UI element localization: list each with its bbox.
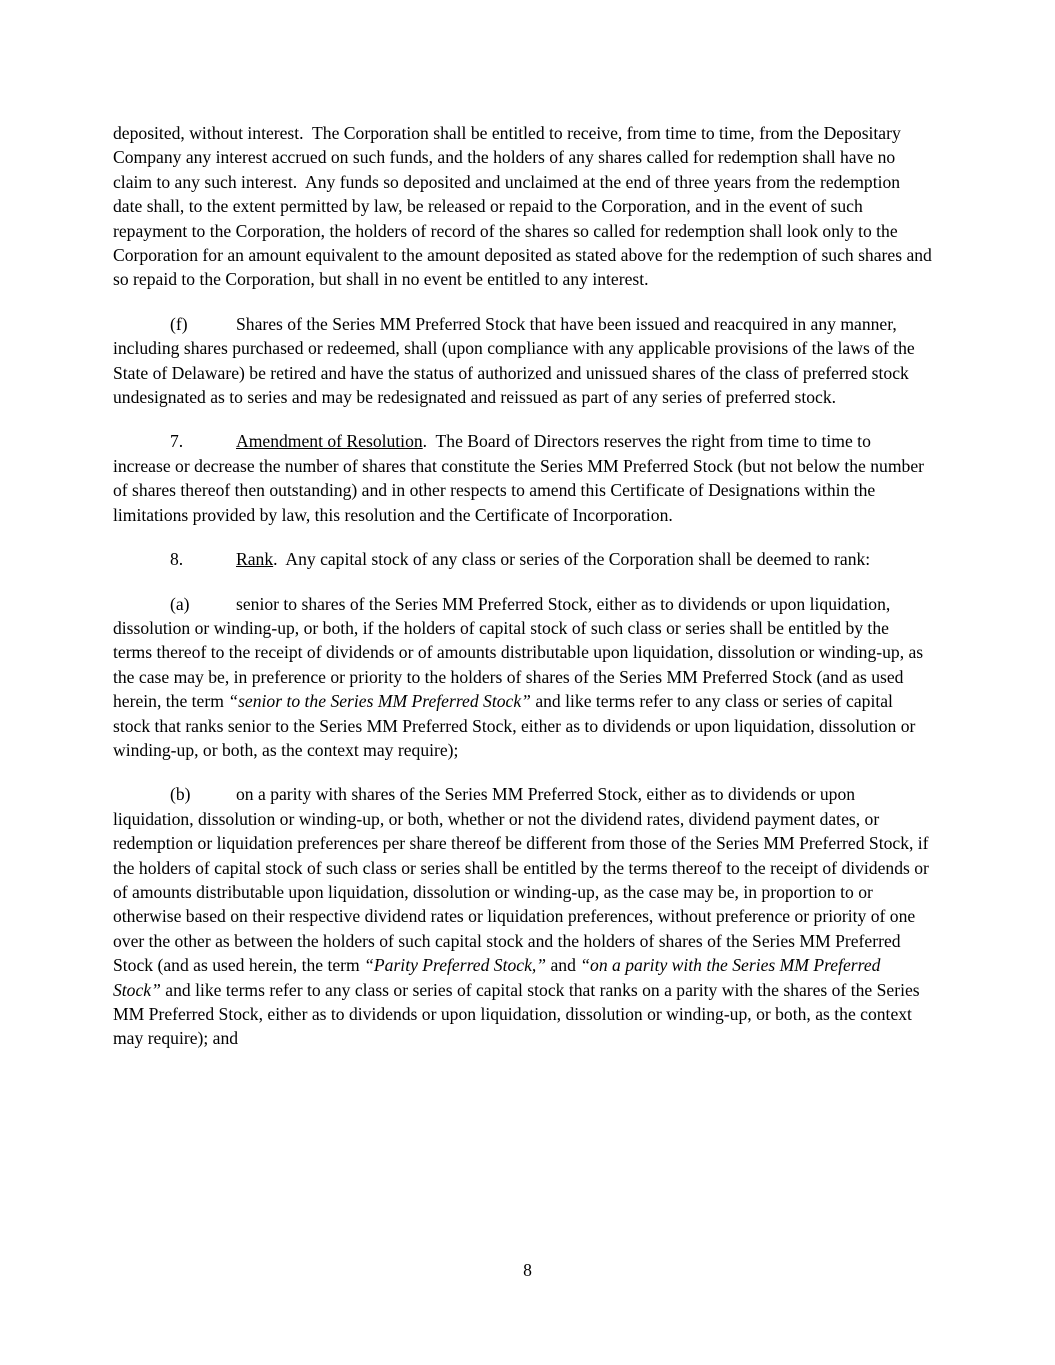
document-body — [113, 121, 937, 1071]
text-run: and like terms refer to any class or series of capital stock that ranks senior to the Series MM Preferred Stock, either as to dividends or upon liquidation, dissolution or winding-up, or both, as the context may require); — [113, 691, 920, 760]
defined-term: “Parity Preferred Stock,” — [364, 955, 547, 976]
paragraph-label: (f) — [170, 313, 188, 334]
paragraph-label: (b) — [170, 784, 191, 805]
defined-term: “on a parity with the Series MM Preferred Stock” — [113, 955, 885, 1000]
paragraph-continuation — [113, 121, 937, 292]
text-run: . Any capital stock of any class or series of the Corporation shall be deemed to rank: — [273, 549, 871, 570]
defined-term: “senior to the Series MM Preferred Stock” — [228, 691, 531, 712]
text-run: deposited, without interest. The Corporation shall be entitled to receive, from time to time, from the Depositary Company any interest accrued on such funds, and the holders of any shares called for redemption shall have no claim to any such interest. Any funds so deposited and unclaimed at the end of three years from the redemption date shall, to the extent permitted by law, be released or repaid to the Corporation, and in the event of such repayment to the Corporation, the holders of record of the shares so called for redemption shall look only to the Corporation for an amount equivalent to the amount deposited as stated above for the redemption of such shares and so repaid to the Corporation, but shall in no event be entitled to any interest. — [113, 123, 937, 290]
section-heading: Rank — [236, 549, 274, 570]
paragraph-label: 8. — [170, 549, 184, 570]
paragraph-8-rank — [113, 547, 932, 571]
paragraph-a — [113, 592, 932, 763]
text-run: Shares of the Series MM Preferred Stock that have been issued and reacquired in any manner, including shares purchased or redeemed, shall (upon compliance with any applicable provisions of the laws of the State of Delaware) be retired and have the status of authorized and unissued shares of the class of preferred stock undesignated as to series and may be redesignated and reissued as part of any series of preferred stock. — [113, 313, 920, 408]
text-run: . The Board of Directors reserves the right from time to time to increase or decrease the number of shares that constitute the Series MM Preferred Stock (but not below the number of shares thereof then outstanding) and in other respects to amend this Certificate of Designations within the limitations provided by law, this resolution and the Certificate of Incorporation. — [113, 431, 929, 525]
text-run: on a parity with shares of the Series MM Preferred Stock, either as to dividends or upon liquidation, dissolution or winding-up, or both, whether or not the dividend rates, dividend payment dates, or redemption or liquidation preferences per share thereof be different from those of the Series MM Preferred Stock, if the holders of capital stock of such class or series shall be entitled by the terms thereof to the receipt of dividends or of amounts distributable upon liquidation, dissolution or winding-up, as the case may be, in proportion to or otherwise based on their respective dividend rates or liquidation preferences, without preference or priority of one over the other as between the holders of such capital stock and the holders of shares of the Series MM Preferred Stock (and as used herein, the term — [113, 784, 934, 976]
text-run: and like terms refer to any class or series of capital stock that ranks on a parity with the shares of the Series MM Preferred Stock, either as to dividends or upon liquidation, dissolution or winding-up, or both, as the context may require); and — [113, 979, 925, 1049]
text-run: and — [546, 955, 581, 976]
page-number: 8 — [523, 1260, 532, 1280]
paragraph-f — [113, 312, 932, 410]
text-run: senior to shares of the Series MM Preferred Stock, either as to dividends or upon liquidation, dissolution or winding-up, or both, if the holders of capital stock of such class or series shall be entitled by the terms thereof to the receipt of dividends or of amounts distributable upon liquidation, dissolution or winding-up, as the case may be, in preference or priority to the holders of shares of the Series MM Preferred Stock (and as used herein, the term — [113, 593, 928, 712]
paragraph-b — [113, 782, 932, 1050]
paragraph-7-amendment — [113, 429, 932, 527]
paragraph-label: (a) — [170, 593, 190, 614]
paragraph-label: 7. — [170, 431, 184, 452]
section-heading: Amendment of Resolution — [236, 431, 423, 452]
